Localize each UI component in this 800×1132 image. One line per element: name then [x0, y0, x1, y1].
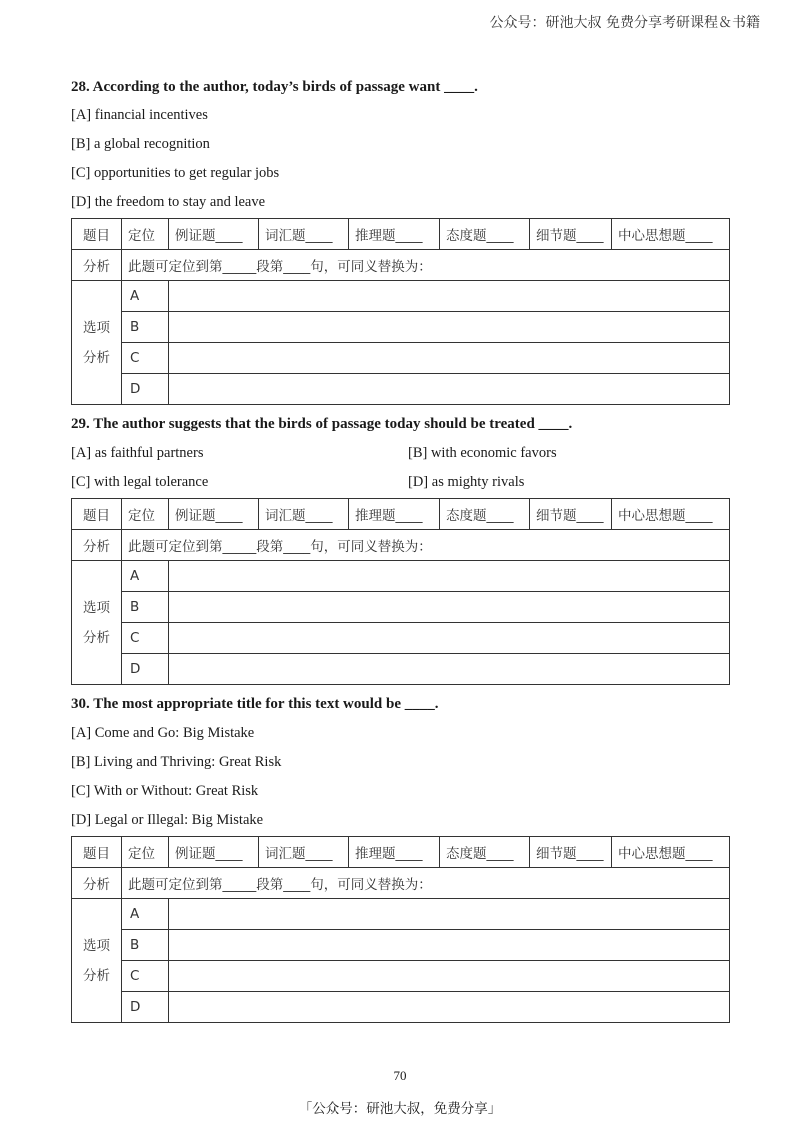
page-number: 70	[393, 1068, 407, 1083]
option-b-blank[interactable]	[169, 930, 730, 961]
q28-option-d: [D] the freedom to stay and leave	[71, 194, 266, 210]
label-taidu: 态度题____	[440, 219, 530, 250]
page-header: 公众号：研池大叔 免费分享考研课程＆书籍	[489, 15, 760, 31]
option-d-label: D	[122, 654, 169, 685]
q30-option-a: [A] Come and Go: Big Mistake	[71, 725, 255, 741]
label-option-analysis	[72, 561, 122, 685]
label-xuan: 选项	[83, 937, 110, 954]
label-xijie: 细节题____	[530, 837, 612, 868]
label-tuili: 推理题____	[349, 499, 440, 530]
label-cihui: 词汇题____	[259, 219, 349, 250]
option-c-label: C	[122, 623, 169, 654]
label-taidu: 态度题____	[440, 837, 530, 868]
label-cihui: 词汇题____	[259, 837, 349, 868]
option-b-blank[interactable]	[169, 592, 730, 623]
label-lizheng: 例证题____	[169, 499, 259, 530]
label-taidu: 态度题____	[440, 499, 530, 530]
question-28-stem: 28. According to the author, today’s birds of passage want ____.	[71, 79, 478, 95]
label-tuili: 推理题____	[349, 837, 440, 868]
option-b-label: B	[122, 312, 169, 343]
label-xi: 分析	[83, 349, 110, 366]
q30-analysis-table	[71, 836, 730, 1023]
label-ti: 题目	[72, 499, 122, 530]
label-dingwei: 定位	[122, 837, 169, 868]
label-xi: 分析	[83, 967, 110, 984]
option-a-blank[interactable]	[169, 899, 730, 930]
q29-option-c: [C] with legal tolerance	[71, 474, 209, 490]
label-ti: 题目	[72, 219, 122, 250]
q30-option-c: [C] With or Without: Great Risk	[71, 783, 259, 799]
option-c-blank[interactable]	[169, 343, 730, 374]
option-c-label: C	[122, 343, 169, 374]
q30-option-d: [D] Legal or Illegal: Big Mistake	[71, 812, 264, 828]
locate-text: 此题可定位到第_____段第____句，可同义替换为：	[122, 250, 730, 281]
label-cihui: 词汇题____	[259, 499, 349, 530]
label-lizheng: 例证题____	[169, 837, 259, 868]
q28-analysis-table	[71, 218, 730, 405]
label-ti: 题目	[72, 837, 122, 868]
q29-analysis-table	[71, 498, 730, 685]
option-d-blank[interactable]	[169, 374, 730, 405]
label-dingwei: 定位	[122, 499, 169, 530]
label-zhongxin: 中心思想题____	[612, 837, 730, 868]
locate-text: 此题可定位到第_____段第____句，可同义替换为：	[122, 530, 730, 561]
option-b-label: B	[122, 592, 169, 623]
option-d-blank[interactable]	[169, 654, 730, 685]
q28-option-b: [B] a global recognition	[71, 136, 210, 152]
label-xuan: 选项	[83, 599, 110, 616]
option-d-label: D	[122, 992, 169, 1023]
label-zhongxin: 中心思想题____	[612, 499, 730, 530]
label-fen: 分析	[72, 250, 122, 281]
option-d-label: D	[122, 374, 169, 405]
q28-option-c: [C] opportunities to get regular jobs	[71, 165, 280, 181]
q29-option-a: [A] as faithful partners	[71, 445, 204, 461]
option-a-label: A	[122, 899, 169, 930]
question-30-stem: 30. The most appropriate title for this text would be ____.	[71, 696, 439, 712]
label-option-analysis	[72, 281, 122, 405]
footer-note: 「公众号：研池大叔，免费分享」	[298, 1101, 502, 1117]
option-c-blank[interactable]	[169, 623, 730, 654]
label-zhongxin: 中心思想题____	[612, 219, 730, 250]
label-xijie: 细节题____	[530, 219, 612, 250]
label-fen: 分析	[72, 530, 122, 561]
label-lizheng: 例证题____	[169, 219, 259, 250]
label-dingwei: 定位	[122, 219, 169, 250]
q29-option-b: [B] with economic favors	[408, 445, 557, 461]
option-d-blank[interactable]	[169, 992, 730, 1023]
option-b-blank[interactable]	[169, 312, 730, 343]
q29-option-d: [D] as mighty rivals	[408, 474, 525, 490]
locate-text: 此题可定位到第_____段第____句，可同义替换为：	[122, 868, 730, 899]
option-a-label: A	[122, 281, 169, 312]
option-a-blank[interactable]	[169, 561, 730, 592]
label-tuili: 推理题____	[349, 219, 440, 250]
q30-option-b: [B] Living and Thriving: Great Risk	[71, 754, 282, 770]
question-29-stem: 29. The author suggests that the birds of passage today should be treated ____.	[71, 416, 573, 432]
option-b-label: B	[122, 930, 169, 961]
label-fen: 分析	[72, 868, 122, 899]
option-a-label: A	[122, 561, 169, 592]
option-c-label: C	[122, 961, 169, 992]
label-option-analysis	[72, 899, 122, 1023]
label-xuan: 选项	[83, 319, 110, 336]
q28-option-a: [A] financial incentives	[71, 107, 208, 123]
label-xi: 分析	[83, 629, 110, 646]
option-a-blank[interactable]	[169, 281, 730, 312]
label-xijie: 细节题____	[530, 499, 612, 530]
option-c-blank[interactable]	[169, 961, 730, 992]
